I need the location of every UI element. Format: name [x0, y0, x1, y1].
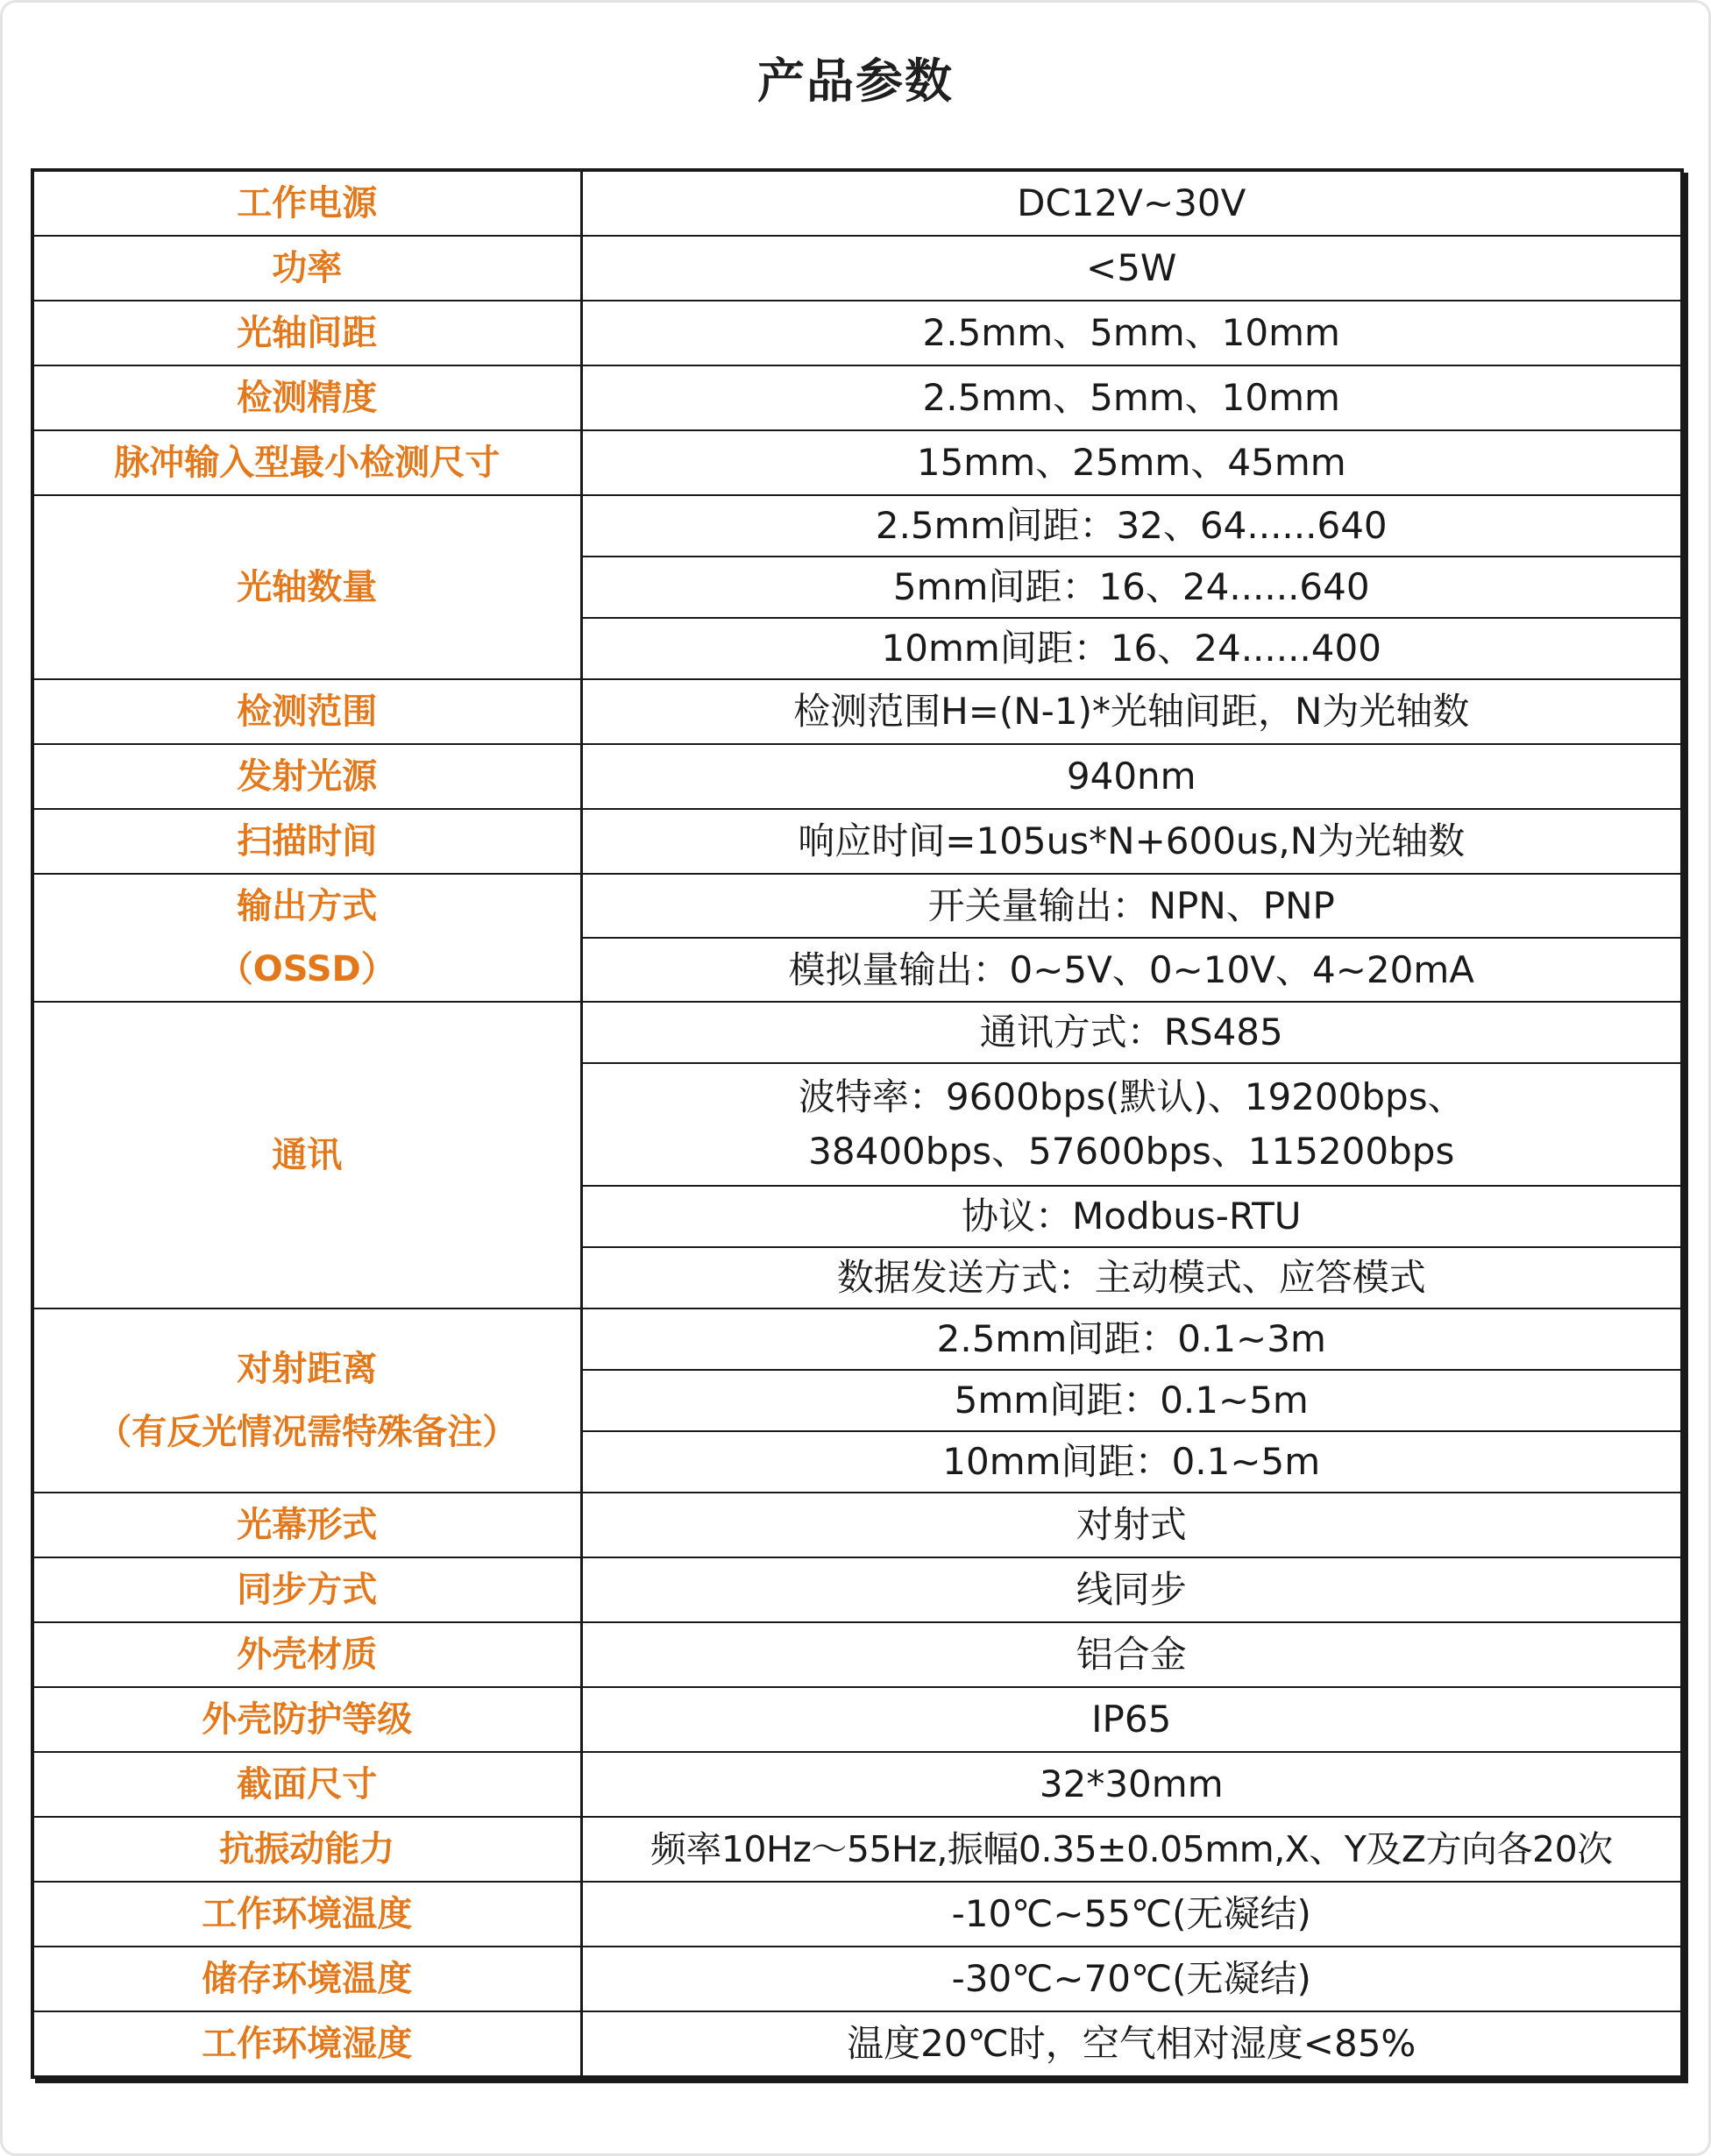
- param-value: 开关量输出：NPN、PNP: [581, 874, 1682, 938]
- table-row: [32, 1687, 1682, 1752]
- label-line: 输出方式: [237, 886, 378, 926]
- table-row: [32, 1308, 1682, 1370]
- param-label: 工作电源: [32, 170, 581, 236]
- param-label: 截面尺寸: [32, 1752, 581, 1817]
- value-line: 波特率：9600bps(默认)、19200bps、: [798, 1075, 1465, 1118]
- param-value: DC12V~30V: [581, 170, 1682, 236]
- table-row: [32, 1947, 1682, 2011]
- table-row: [32, 809, 1682, 874]
- table-row: [32, 170, 1682, 236]
- param-value: 2.5mm、5mm、10mm: [581, 301, 1682, 365]
- param-label: 工作环境湿度: [32, 2011, 581, 2077]
- table-row: [32, 1622, 1682, 1687]
- param-value: 15mm、25mm、45mm: [581, 430, 1682, 495]
- param-label: 外壳防护等级: [32, 1687, 581, 1752]
- table-row: [32, 365, 1682, 430]
- param-value: <5W: [581, 236, 1682, 301]
- param-label: 光轴间距: [32, 301, 581, 365]
- param-value: 940nm: [581, 744, 1682, 809]
- param-value: 响应时间=105us*N+600us,N为光轴数: [581, 809, 1682, 874]
- param-label: 外壳材质: [32, 1622, 581, 1687]
- spec-table: [31, 168, 1684, 2079]
- param-label: 光幕形式: [32, 1493, 581, 1557]
- table-row: [32, 1817, 1682, 1882]
- page-title: 产品参数: [757, 53, 954, 109]
- param-value: 铝合金: [581, 1622, 1682, 1687]
- param-value: 10mm间距：16、24......400: [581, 618, 1682, 679]
- table-row: [32, 1002, 1682, 1063]
- param-value: 5mm间距：0.1~5m: [581, 1370, 1682, 1431]
- param-value: 检测范围H=(N-1)*光轴间距，N为光轴数: [581, 679, 1682, 744]
- param-label: 通讯: [32, 1002, 581, 1308]
- param-value: -10℃~55℃(无凝结): [581, 1882, 1682, 1947]
- param-value: IP65: [581, 1687, 1682, 1752]
- param-label: 工作环境温度: [32, 1882, 581, 1947]
- param-value: 10mm间距：0.1~5m: [581, 1431, 1682, 1493]
- label-line: 对射距离: [237, 1349, 378, 1389]
- param-label: [32, 874, 581, 1002]
- param-value: [581, 1063, 1682, 1186]
- table-row: [32, 495, 1682, 557]
- param-value: 5mm间距：16、24......640: [581, 557, 1682, 618]
- param-label: 检测精度: [32, 365, 581, 430]
- param-value: 数据发送方式：主动模式、应答模式: [581, 1247, 1682, 1308]
- param-value: 2.5mm间距：32、64......640: [581, 495, 1682, 557]
- param-value: 温度20℃时，空气相对湿度<85%: [581, 2011, 1682, 2077]
- param-label: [32, 1308, 581, 1493]
- param-label: 发射光源: [32, 744, 581, 809]
- param-value: 频率10Hz～55Hz,振幅0.35±0.05mm,X、Y及Z方向各20次: [581, 1817, 1682, 1882]
- param-label: 抗振动能力: [32, 1817, 581, 1882]
- param-value: 通讯方式：RS485: [581, 1002, 1682, 1063]
- table-row: [32, 679, 1682, 744]
- param-value: 2.5mm、5mm、10mm: [581, 365, 1682, 430]
- param-value: 模拟量输出：0~5V、0~10V、4~20mA: [581, 938, 1682, 1002]
- param-label: 同步方式: [32, 1557, 581, 1622]
- table-row: [32, 2011, 1682, 2077]
- table-row: [32, 1493, 1682, 1557]
- param-value: 32*30mm: [581, 1752, 1682, 1817]
- table-row: [32, 744, 1682, 809]
- table-row: [32, 301, 1682, 365]
- param-value: 2.5mm间距：0.1~3m: [581, 1308, 1682, 1370]
- param-label: 扫描时间: [32, 809, 581, 874]
- table-row: [32, 1752, 1682, 1817]
- param-value: 线同步: [581, 1557, 1682, 1622]
- param-label: 检测范围: [32, 679, 581, 744]
- table-row: [32, 874, 1682, 938]
- param-value: 协议：Modbus-RTU: [581, 1186, 1682, 1247]
- param-value: 对射式: [581, 1493, 1682, 1557]
- param-label: 脉冲输入型最小检测尺寸: [32, 430, 581, 495]
- table-row: [32, 1882, 1682, 1947]
- param-label: 光轴数量: [32, 495, 581, 679]
- param-value: -30℃~70℃(无凝结): [581, 1947, 1682, 2011]
- table-row: [32, 430, 1682, 495]
- table-row: [32, 1557, 1682, 1622]
- value-line: 38400bps、57600bps、115200bps: [808, 1130, 1455, 1173]
- param-label: 功率: [32, 236, 581, 301]
- label-line: （有反光情况需特殊备注）: [96, 1412, 518, 1452]
- label-line: （OSSD）: [217, 949, 396, 989]
- param-label: 储存环境温度: [32, 1947, 581, 2011]
- table-row: [32, 236, 1682, 301]
